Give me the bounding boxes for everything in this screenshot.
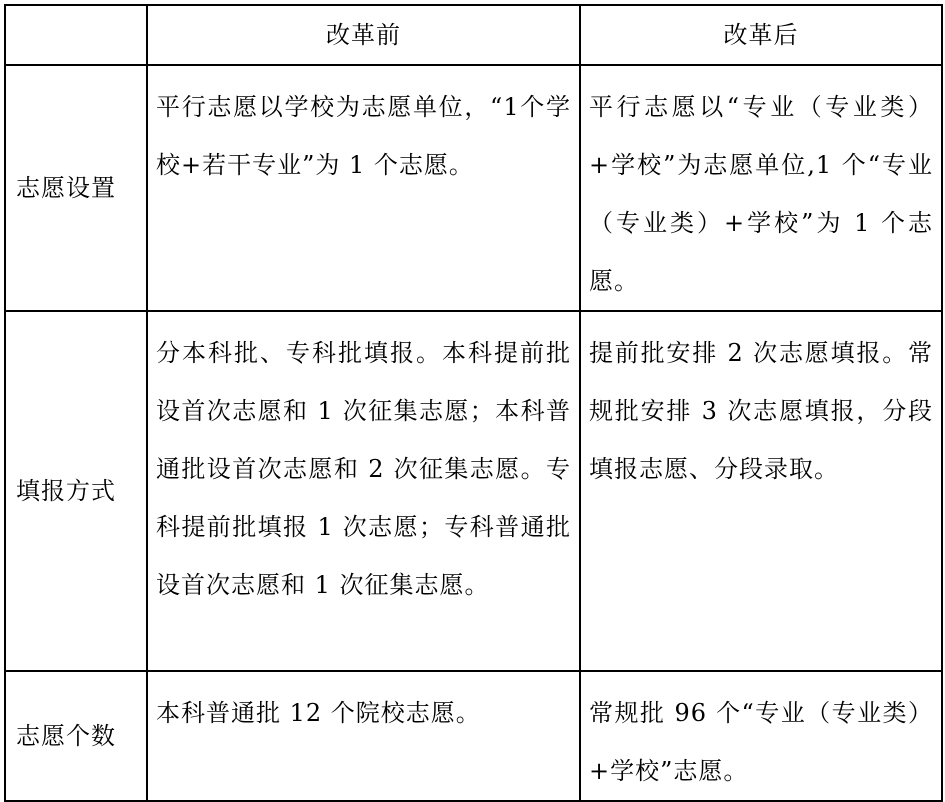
header-before-reform: 改革前: [147, 5, 580, 65]
cell-text: 提前批安排 2 次志愿填报。常规批安排 3 次志愿填报，分段填报志愿、分段录取。: [589, 339, 933, 483]
table-row: [5, 311, 942, 671]
table-row: [5, 671, 942, 801]
row-label-filing-method: 填报方式: [5, 311, 147, 671]
cell-text: 常规批 96 个“专业（专业类）+学校”志愿。: [589, 699, 933, 785]
row-label-volunteer-setting: 志愿设置: [5, 65, 147, 311]
cell-text: 本科普通批 12 个院校志愿。: [156, 699, 481, 727]
table-row: [5, 65, 942, 311]
cell-before-volunteer-count: [147, 671, 580, 801]
cell-text: 分本科批、专科批填报。本科提前批设首次志愿和 1 次征集志愿；本科普通批设首次志愿和 2 次征集志愿。专科提前批填报 1 次志愿；专科普通批设首次志愿和 1 次征集志愿。: [156, 339, 571, 599]
cell-after-volunteer-count: [580, 671, 942, 801]
cell-text: 平行志愿以学校为志愿单位，“1个学校+若干专业”为 1 个志愿。: [156, 93, 571, 179]
header-after-reform: 改革后: [580, 5, 942, 65]
cell-after-filing-method: [580, 311, 942, 671]
cell-after-volunteer-setting: [580, 65, 942, 311]
header-row: [5, 5, 942, 65]
cell-before-filing-method: [147, 311, 580, 671]
cell-text: 平行志愿以“专业（专业类）+学校”为志愿单位,1 个“专业（专业类）+学校”为 1 个志愿。: [589, 93, 933, 295]
header-blank-cell: [5, 5, 147, 65]
row-label-volunteer-count: 志愿个数: [5, 671, 147, 801]
cell-before-volunteer-setting: [147, 65, 580, 311]
comparison-table: [4, 4, 943, 802]
